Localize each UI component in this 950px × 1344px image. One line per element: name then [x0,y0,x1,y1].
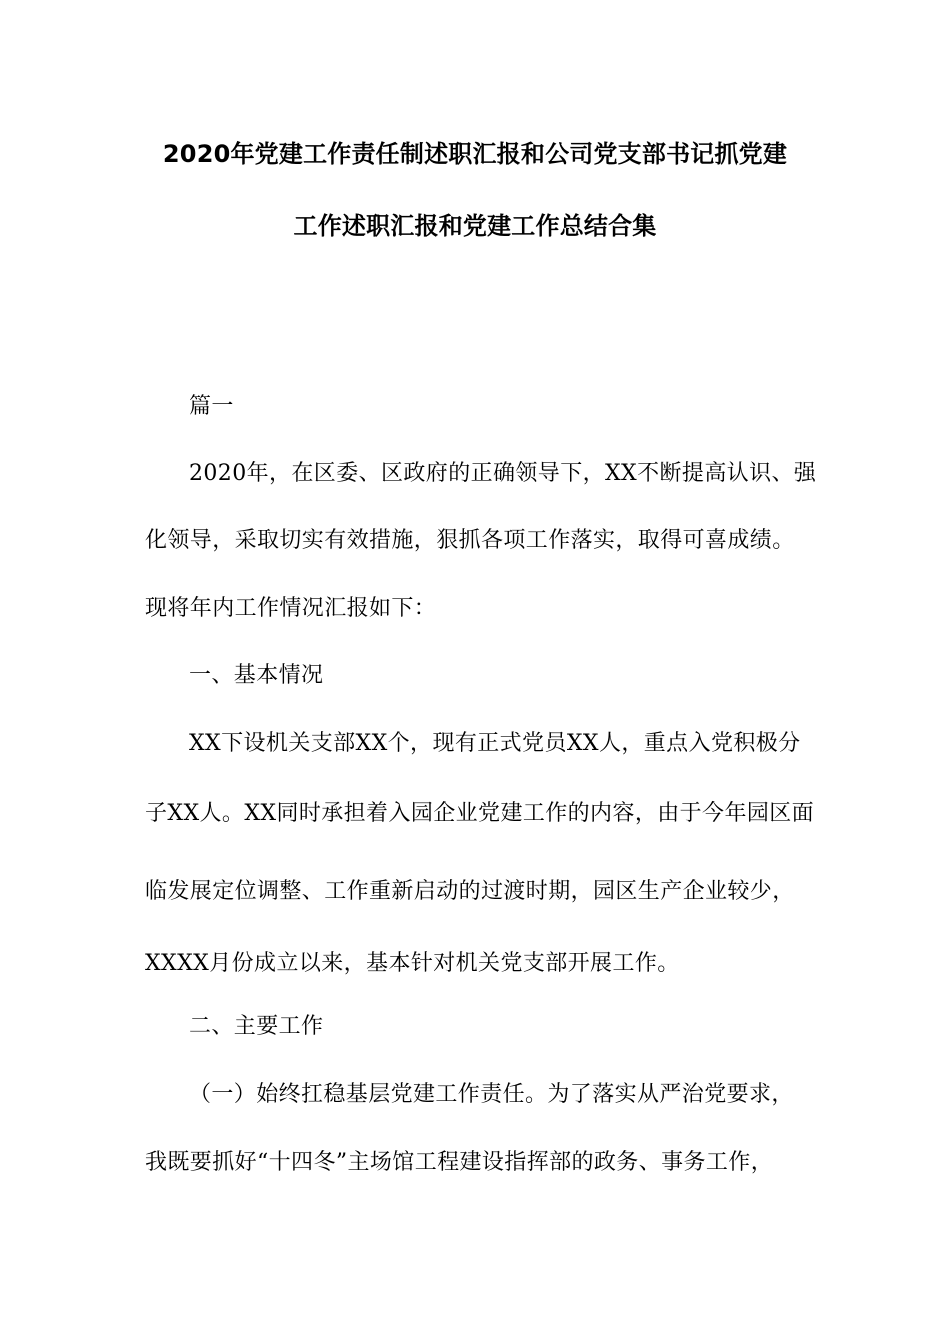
paragraph-line: XXXX月份成立以来，基本针对机关党支部开展工作。 [145,951,680,976]
section-label-pian-yi: 篇一 [189,394,234,419]
paragraph-line: 我既要抓好“十四冬”主场馆工程建设指挥部的政务、事务工作， [145,1150,774,1175]
paragraph-line: 临发展定位调整、工作重新启动的过渡时期，园区生产企业较少， [145,879,795,904]
paragraph-line: （一）始终扛稳基层党建工作责任。为了落实从严治党要求， [189,1082,794,1107]
paragraph-line: 2020年，在区委、区政府的正确领导下，XX不断提高认识、强 [189,461,817,486]
paragraph-line: 现将年内工作情况汇报如下： [145,596,437,621]
section-heading-main-work: 二、主要工作 [189,1014,324,1039]
document-title-line-2: 工作述职汇报和党建工作总结合集 [293,212,657,240]
section-heading-basic-situation: 一、基本情况 [189,663,324,688]
document-title-line-1: 2020年党建工作责任制述职汇报和公司党支部书记抓党建 [162,140,788,168]
paragraph-line: 化领导，采取切实有效措施，狠抓各项工作落实，取得可喜成绩。 [145,528,795,553]
paragraph-line: 子XX人。XX同时承担着入园企业党建工作的内容，由于今年园区面 [145,801,815,826]
paragraph-line: XX下设机关支部XX个，现有正式党员XX人，重点入党积极分 [189,731,801,756]
